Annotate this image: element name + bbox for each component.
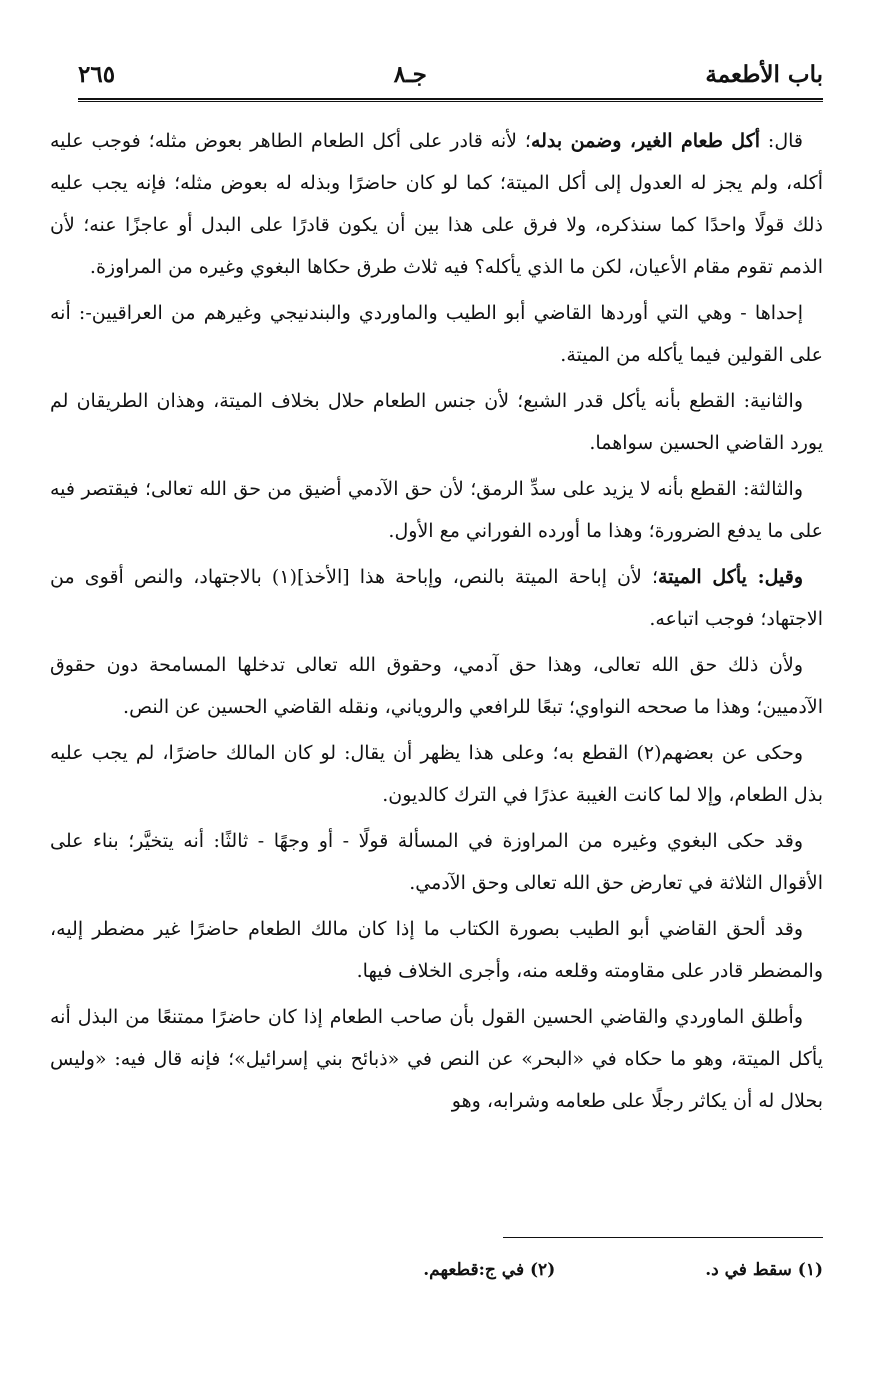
header-rule <box>78 98 823 102</box>
page-header <box>78 52 823 96</box>
paragraph: وقد حكى البغوي وغيره من المراوزة في المسألة قولًا - أو وجهًا - ثالثًا: أنه يتخيَّر؛ بناء على الأقوال الثلاثة في تعارض حق الله تعالى وحق الآدمي. <box>50 830 823 894</box>
chapter-title: باب الأطعمة <box>705 60 823 88</box>
footnote-2: (٢) في ج:قطعهم. <box>423 1260 556 1280</box>
footnotes <box>50 1252 823 1288</box>
paragraph: وحكى عن بعضهم(٢) القطع به؛ وعلى هذا يظهر أن يقال: لو كان المالك حاضرًا، لم يجب عليه بذل الطعام، وإلا لما كانت الغيبة عذرًا في الترك كالديون. <box>50 742 823 806</box>
footnote-rule <box>503 1237 823 1238</box>
paragraph: قال: أكل طعام الغير، وضمن بدله؛ لأنه قادر على أكل الطعام الطاهر بعوض مثله؛ فوجب عليه أكله، ولم يجز له العدول إلى أكل الميتة؛ كما لو كان حاضرًا وبذله له بعوض مثله؛ فإنه يجب عليه ذلك قولًا واحدًا كما سنذكره، ولا فرق على هذا بين أن يكون قادرًا على البدل أو عاجزًا عنه؛ لأن الذمم تقوم مقام الأعيان، لكن ما الذي يأكله؟ فيه ثلاث طرق حكاها البغوي وغيره من المراوزة. <box>50 130 823 278</box>
paragraph: ولأن ذلك حق الله تعالى، وهذا حق آدمي، وحقوق الله تعالى تدخلها المسامحة دون حقوق الآدميين؛ وهذا ما صححه النواوي؛ تبعًا للرافعي والروياني، ونقله القاضي الحسين عن النص. <box>50 654 823 718</box>
footnote-1: (١) سقط في د. <box>705 1260 823 1280</box>
paragraph: إحداها - وهي التي أوردها القاضي أبو الطيب والماوردي والبندنيجي وغيرهم من العراقيين-: أنه على القولين فيما يأكله من الميتة. <box>50 302 823 366</box>
paragraph: والثالثة: القطع بأنه لا يزيد على سدِّ الرمق؛ لأن حق الآدمي أضيق من حق الله تعالى؛ فيقتصر فيه على ما يدفع الضرورة؛ وهذا ما أورده الفوراني مع الأول. <box>50 478 823 542</box>
volume-label: جـ٨ <box>393 60 427 88</box>
paragraph: وقد ألحق القاضي أبو الطيب بصورة الكتاب ما إذا كان مالك الطعام حاضرًا غير مضطر إليه، والمضطر قادر على مقاومته وقلعه منه، وأجرى الخلاف فيها. <box>50 918 823 982</box>
main-text <box>50 120 823 1126</box>
paragraph: وقيل: يأكل الميتة؛ لأن إباحة الميتة بالنص، وإباحة هذا [الأخذ](١) بالاجتهاد، والنص أقوى من الاجتهاد؛ فوجب اتباعه. <box>50 566 823 630</box>
page-number: ٢٦٥ <box>78 60 116 88</box>
paragraph: والثانية: القطع بأنه يأكل قدر الشبع؛ لأن جنس الطعام حلال بخلاف الميتة، وهذان الطريقان لم يورد القاضي الحسين سواهما. <box>50 390 823 454</box>
paragraph: وأطلق الماوردي والقاضي الحسين القول بأن صاحب الطعام إذا كان حاضرًا ممتنعًا من البذل أنه يأكل الميتة، وهو ما حكاه في «البحر» عن النص في «ذبائح بني إسرائيل»؛ فإنه قال فيه: «وليس بحلال له أن يكاثر رجلًا على طعامه وشرابه، وهو <box>50 1006 823 1112</box>
